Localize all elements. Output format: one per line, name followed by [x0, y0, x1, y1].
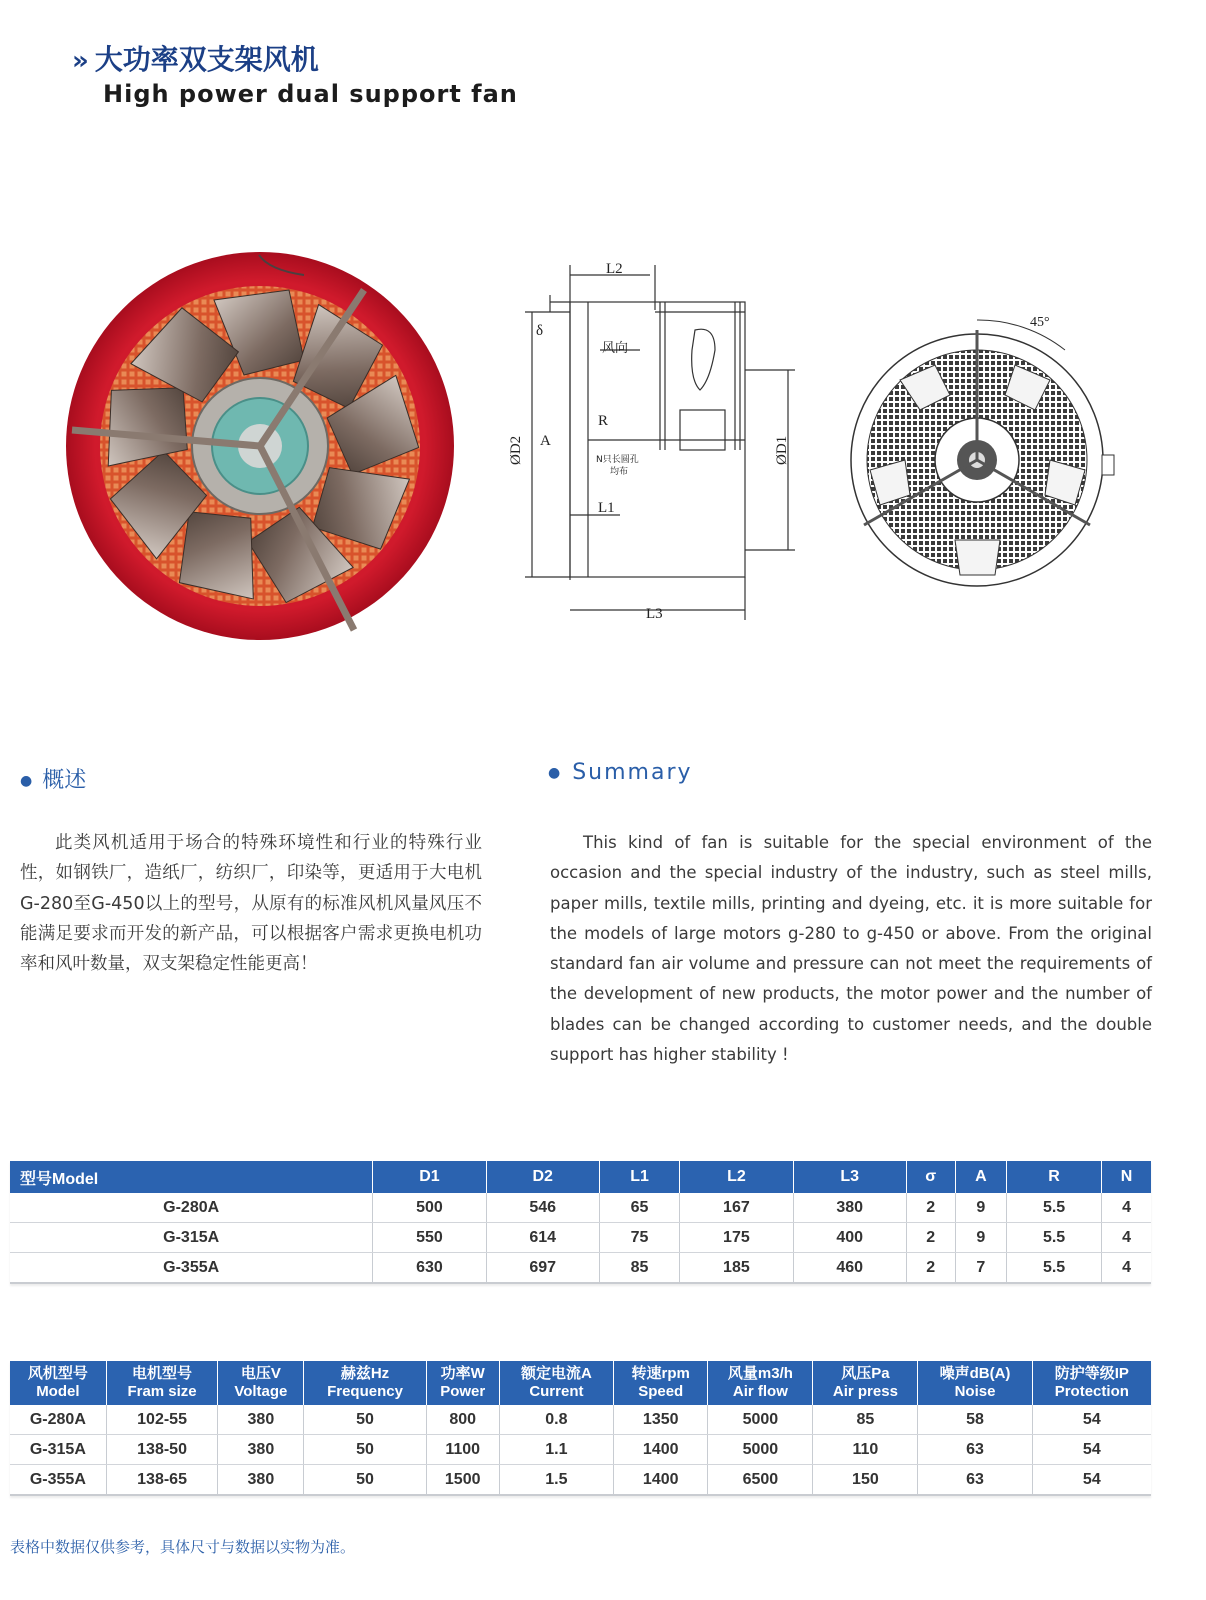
- table-cell: 1350: [614, 1405, 708, 1435]
- table-cell: G-315A: [10, 1223, 373, 1253]
- summary-heading-text: Summary: [572, 760, 693, 785]
- header-cell: [918, 1361, 1032, 1405]
- header-cell: D1: [373, 1161, 486, 1193]
- table-cell: 54: [1032, 1435, 1151, 1465]
- label-slots-even: 均布: [610, 467, 629, 477]
- header-en: Voltage: [234, 1383, 288, 1400]
- table-cell: 697: [486, 1253, 599, 1284]
- table-cell: G-280A: [10, 1405, 106, 1435]
- table-row: [10, 1435, 1151, 1465]
- label-slots: N只长圆孔: [596, 455, 639, 465]
- table-cell: 1500: [426, 1465, 499, 1496]
- page-title-cn: [72, 38, 319, 78]
- table-cell: 1100: [426, 1435, 499, 1465]
- table-cell: 50: [304, 1435, 426, 1465]
- table-header-row: [10, 1161, 1151, 1193]
- table-cell: 380: [218, 1465, 304, 1496]
- table-cell: 9: [955, 1223, 1006, 1253]
- table-header-row: [10, 1361, 1151, 1405]
- header-cell: σ: [906, 1161, 955, 1193]
- table-cell: 380: [218, 1405, 304, 1435]
- header-en: Frequency: [327, 1383, 403, 1400]
- table-row: [10, 1193, 1151, 1223]
- header-cell: [304, 1361, 426, 1405]
- header-cn: 噪声dB(A): [939, 1365, 1011, 1382]
- table-cell: 110: [813, 1435, 918, 1465]
- table-cell: 65: [599, 1193, 679, 1223]
- table-cell: 5.5: [1007, 1253, 1102, 1284]
- header-cell: D2: [486, 1161, 599, 1193]
- table-cell: 0.8: [499, 1405, 613, 1435]
- table-cell: 800: [426, 1405, 499, 1435]
- table-cell: 1400: [614, 1435, 708, 1465]
- dimensions-table: [10, 1161, 1151, 1284]
- table-cell: 380: [793, 1193, 906, 1223]
- table-cell: 150: [813, 1465, 918, 1496]
- table-cell: 50: [304, 1465, 426, 1496]
- label-delta: δ: [536, 323, 544, 339]
- front-view-drawing: [840, 300, 1140, 610]
- table-cell: 400: [793, 1223, 906, 1253]
- table-cell: 54: [1082, 1470, 1101, 1488]
- table-cell: 5.5: [1007, 1193, 1102, 1223]
- table-row: [10, 1465, 1151, 1496]
- section-heading-summary: [548, 760, 693, 785]
- label-wind-direction: 风向: [602, 341, 629, 356]
- bullet-icon: ●: [20, 773, 33, 789]
- table-cell: 6500: [708, 1465, 813, 1496]
- table-cell: 75: [599, 1223, 679, 1253]
- header-cn: 风量m3/h: [727, 1365, 793, 1382]
- header-cell: [426, 1361, 499, 1405]
- section-heading-overview: [20, 763, 86, 794]
- header-cell: [708, 1361, 813, 1405]
- header-cn: 防护等级IP: [1054, 1365, 1129, 1382]
- header-cell: 型号Model: [10, 1161, 373, 1193]
- header-cn: 电机型号: [132, 1365, 193, 1382]
- label-angle: 45°: [1030, 315, 1050, 330]
- table-cell: 2: [906, 1193, 955, 1223]
- table-cell: 1400: [614, 1465, 708, 1496]
- side-view-drawing: [500, 240, 820, 660]
- label-a: A: [540, 433, 551, 449]
- table-cell: 460: [793, 1253, 906, 1284]
- header-cn: 风压Pa: [841, 1365, 890, 1382]
- table-row: [10, 1405, 1151, 1435]
- table-cell: G-355A: [10, 1465, 106, 1496]
- header-en: Fram size: [127, 1383, 197, 1400]
- table-cell: G-355A: [10, 1253, 373, 1284]
- table-cell: 546: [486, 1193, 599, 1223]
- header-cell: [614, 1361, 708, 1405]
- footnote: 表格中数据仅供参考，具体尺寸与数据以实物为准。: [10, 1538, 356, 1556]
- header-cell: [499, 1361, 613, 1405]
- table-cell: 614: [486, 1223, 599, 1253]
- header-cn: 赫兹Hz: [340, 1365, 390, 1382]
- table-cell: 175: [680, 1223, 793, 1253]
- table-cell: 1.5: [499, 1465, 613, 1496]
- table-cell: G-280A: [10, 1193, 373, 1223]
- table-cell: 630: [373, 1253, 486, 1284]
- table-cell: 2: [906, 1223, 955, 1253]
- header-cell: [106, 1361, 218, 1405]
- header-cell: R: [1007, 1161, 1102, 1193]
- table-cell: 4: [1102, 1193, 1151, 1223]
- header-cell: [1032, 1361, 1151, 1405]
- header-en: Protection: [1054, 1383, 1129, 1400]
- table-cell: 85: [813, 1405, 918, 1435]
- summary-paragraph-en: This kind of fan is suitable for the special environment of the occasion and the special industry of the industry, such as steel mills, paper mills, textile mills, printing and dyeing, etc. it is more suitable for the models of large motors g-280 to g-450 or above. From the original standard fan air volume and pressure can not meet the requirements of the development of new products, the motor power and the number of blades can be changed according to customer needs, and the double support has higher stability !: [550, 833, 1152, 1065]
- label-l3: L3: [646, 606, 663, 622]
- header-cell: A: [955, 1161, 1006, 1193]
- table-cell: 102-55: [106, 1405, 218, 1435]
- header-cell: [218, 1361, 304, 1405]
- header-cn: 风机型号: [27, 1365, 88, 1382]
- fan-photo: [64, 250, 456, 642]
- table-row: [10, 1223, 1151, 1253]
- label-d1: ØD1: [774, 435, 790, 465]
- table-cell: 1.1: [499, 1435, 613, 1465]
- header-cell: N: [1102, 1161, 1151, 1193]
- header-en: Speed: [638, 1383, 684, 1400]
- table-cell: 50: [304, 1405, 426, 1435]
- bullet-icon: ●: [548, 765, 563, 781]
- table-cell: 550: [373, 1223, 486, 1253]
- overview-paragraph-cn: 此类风机适用于场合的特殊环境性和行业的特殊行业性，如钢铁厂，造纸厂，纺织厂，印染等，更适用于大电机G-280至G-450以上的型号，从原有的标准风机风量风压不能满足要求而开发的新产品，可以根据客户需求更换电机功率和风叶数量，双支架稳定性能更高！: [20, 833, 482, 975]
- table-cell: G-315A: [10, 1435, 106, 1465]
- label-d2: ØD2: [508, 435, 524, 465]
- table-cell: 9: [955, 1193, 1006, 1223]
- header-cn: 转速rpm: [631, 1365, 690, 1382]
- page-title-en: High power dual support fan: [103, 80, 518, 108]
- table-cell: 58: [918, 1405, 1032, 1435]
- table-cell: 7: [955, 1253, 1006, 1284]
- table-cell: 54: [1032, 1405, 1151, 1435]
- label-r: R: [598, 413, 609, 429]
- header-cell: L3: [793, 1161, 906, 1193]
- table-cell: 4: [1122, 1258, 1131, 1276]
- header-cell: [813, 1361, 918, 1405]
- header-cn: 功率W: [440, 1365, 485, 1382]
- table-cell: 138-50: [106, 1435, 218, 1465]
- header-cell: L2: [680, 1161, 793, 1193]
- table-cell: 5000: [708, 1405, 813, 1435]
- title-cn-text: 大功率双支架风机: [94, 43, 319, 76]
- header-cell: [10, 1361, 106, 1405]
- table-cell: 4: [1102, 1223, 1151, 1253]
- overview-heading-text: 概述: [42, 768, 87, 793]
- table-cell: 63: [918, 1435, 1032, 1465]
- label-l1: L1: [598, 500, 615, 516]
- header-cell: L1: [599, 1161, 679, 1193]
- table-cell: 63: [918, 1465, 1032, 1496]
- header-en: Noise: [954, 1383, 996, 1400]
- table-cell: 138-65: [106, 1465, 218, 1496]
- table-row: [10, 1253, 1151, 1284]
- header-en: Model: [36, 1383, 80, 1400]
- label-l2: L2: [606, 261, 623, 277]
- header-cn: 额定电流A: [520, 1365, 592, 1382]
- table-cell: 85: [599, 1253, 679, 1284]
- table-cell: 167: [680, 1193, 793, 1223]
- table-cell: 5.5: [1007, 1223, 1102, 1253]
- header-en: Air flow: [732, 1383, 788, 1400]
- performance-table: [10, 1361, 1151, 1496]
- header-en: Air press: [832, 1383, 898, 1400]
- table-cell: 185: [680, 1253, 793, 1284]
- header-cn: 电压V: [240, 1365, 281, 1382]
- table-cell: 2: [906, 1253, 955, 1284]
- table-cell: 5000: [708, 1435, 813, 1465]
- table-cell: 500: [373, 1193, 486, 1223]
- header-en: Current: [529, 1383, 584, 1400]
- table-cell: 380: [218, 1435, 304, 1465]
- double-chevron-icon: »: [72, 46, 89, 76]
- header-en: Power: [440, 1383, 486, 1400]
